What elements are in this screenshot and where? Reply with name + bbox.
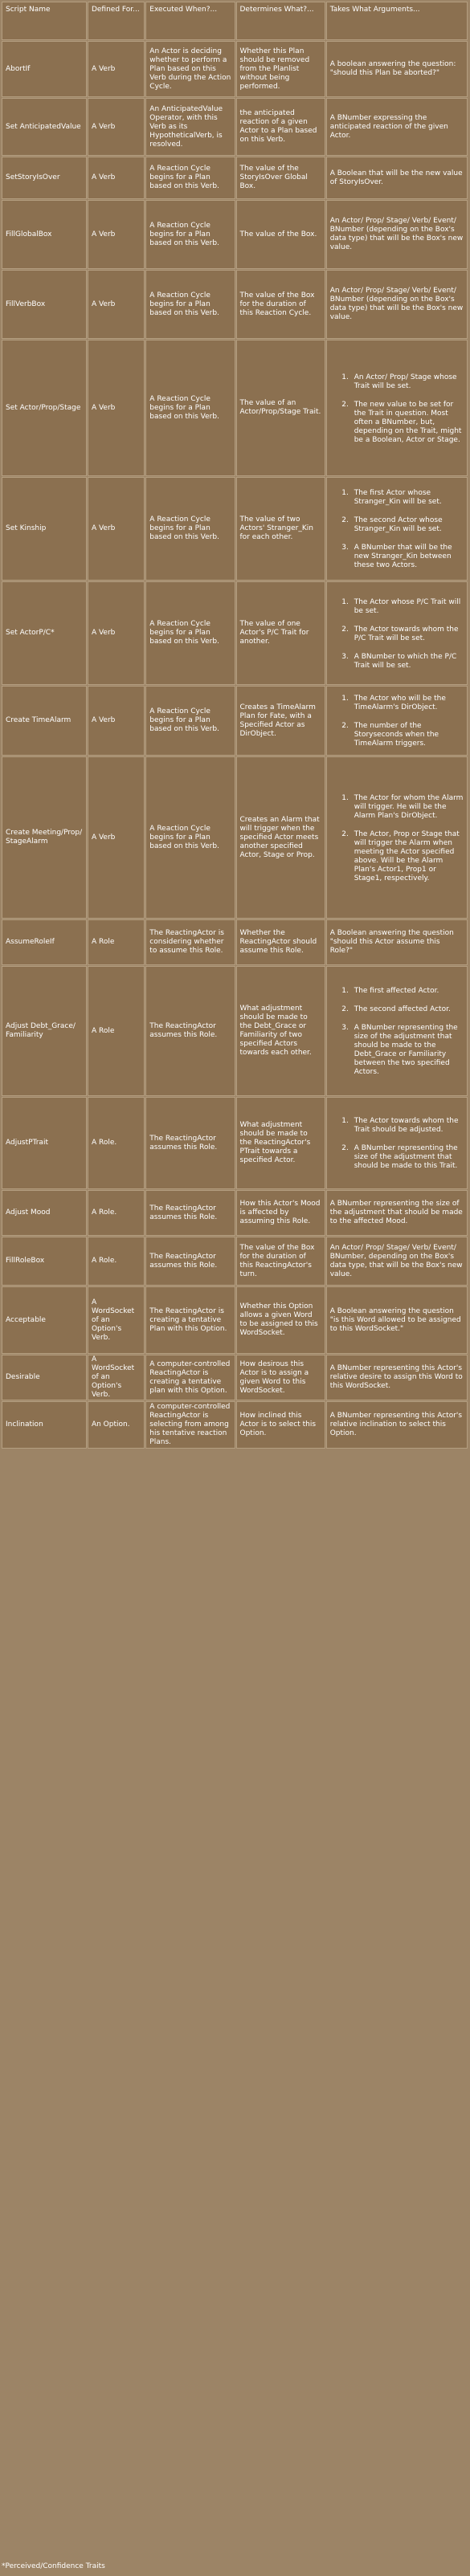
table-row (2, 157, 468, 199)
argument-item: 2. The Actor towards whom the P/C Trait will be set. (351, 626, 464, 643)
arguments-cell: A Boolean answering the question "should this Actor assume this Role?" (326, 919, 468, 965)
determines-cell: Creates a TimeAlarm Plan for Fate, with a Specified Actor as DirObject. (236, 686, 325, 756)
script-name-cell: FillRoleBox (2, 1237, 87, 1286)
determines-cell: How this Actor's Mood is affected by assuming this Role. (236, 1190, 325, 1236)
determines-cell: Creates an Alarm that will trigger when the specified Actor meets another specified Actor, Stage or Prop. (236, 756, 325, 919)
executed-when-cell: A Reaction Cycle begins for a Plan based on this Verb. (145, 686, 235, 756)
arguments-list (330, 489, 464, 570)
executed-when-cell: The ReactingActor is considering whether to assume this Role. (145, 919, 235, 965)
determines-cell: The value of the StoryIsOver Global Box. (236, 157, 325, 199)
arguments-cell: An Actor/ Prop/ Stage/ Verb/ Event/ BNumber (depending on the Box's data type) that will be the Box's new value. (326, 270, 468, 339)
argument-item: 1. The first Actor whose Stranger_Kin will be set. (351, 489, 464, 507)
arguments-cell (326, 477, 468, 581)
determines-cell: What adjustment should be made to the ReactingActor's PTrait towards a specified Actor. (236, 1097, 325, 1189)
defined-for-cell: A WordSocket of an Option's Verb. (88, 1355, 145, 1400)
argument-item: 2. The Actor, Prop or Stage that will trigger the Alarm when meeting the Actor specified above. Will be the Alarm Plan's Actor1, Prop1 or Stage1, respectively. (351, 830, 464, 883)
argument-item: 1. The Actor who will be the TimeAlarm's DirObject. (351, 695, 464, 712)
arguments-cell: A BNumber representing this Actor's relative inclination to select this Option. (326, 1401, 468, 1449)
script-name-cell: SetStoryIsOver (2, 157, 87, 199)
determines-cell: The value of the Box for the duration of this Reaction Cycle. (236, 270, 325, 339)
arguments-cell (326, 1097, 468, 1189)
argument-item: 3. A BNumber to which the P/C Trait will be set. (351, 653, 464, 670)
defined-for-cell: A Role. (88, 1190, 145, 1236)
script-name-cell: Inclination (2, 1401, 87, 1449)
table-row (2, 1286, 468, 1354)
executed-when-cell: A Reaction Cycle begins for a Plan based on this Verb. (145, 157, 235, 199)
table-row (2, 200, 468, 269)
table-row (2, 270, 468, 339)
arguments-cell (326, 581, 468, 685)
table-row (2, 477, 468, 581)
arguments-cell (326, 756, 468, 919)
arguments-list (330, 598, 464, 670)
determines-cell: How inclined this Actor is to select this Option. (236, 1401, 325, 1449)
executed-when-cell: A Reaction Cycle begins for a Plan based on this Verb. (145, 581, 235, 685)
argument-item: 1. The Actor for whom the Alarm will trigger. He will be the Alarm Plan's DirObject. (351, 794, 464, 821)
determines-cell: Whether this Plan should be removed from the Planlist without being performed. (236, 41, 325, 97)
script-name-cell: Set AnticipatedValue (2, 98, 87, 156)
defined-for-cell: A Verb (88, 340, 145, 476)
executed-when-cell: The ReactingActor assumes this Role. (145, 1237, 235, 1286)
argument-item: 1. An Actor/ Prop/ Stage whose Trait will be set. (351, 373, 464, 391)
executed-when-cell: A Reaction Cycle begins for a Plan based on this Verb. (145, 270, 235, 339)
executed-when-cell: The ReactingActor assumes this Role. (145, 1097, 235, 1189)
script-name-cell: FillGlobalBox (2, 200, 87, 269)
arguments-list (330, 695, 464, 748)
script-name-cell: Desirable (2, 1355, 87, 1400)
defined-for-cell: A Role. (88, 1097, 145, 1189)
script-name-cell: Create TimeAlarm (2, 686, 87, 756)
script-name-cell: AdjustPTrait (2, 1097, 87, 1189)
arguments-cell: A Boolean answering the question "is this Word allowed to be assigned to this WordSocket." (326, 1286, 468, 1354)
argument-item: 2. The second affected Actor. (351, 1005, 464, 1014)
defined-for-cell: A Verb (88, 157, 145, 199)
defined-for-cell: A Verb (88, 477, 145, 581)
script-name-cell: FillVerbBox (2, 270, 87, 339)
argument-item: 3. A BNumber that will be the new Stranger_Kin between these two Actors. (351, 544, 464, 570)
argument-item: 2. The second Actor whose Stranger_Kin will be set. (351, 516, 464, 534)
defined-for-cell: A Role (88, 966, 145, 1096)
arguments-cell (326, 340, 468, 476)
determines-cell: What adjustment should be made to the Debt_Grace or Familiarity of two specified Actors towards each other. (236, 966, 325, 1096)
table-row (2, 1355, 468, 1400)
determines-cell: The value of one Actor's P/C Trait for another. (236, 581, 325, 685)
arguments-cell: A BNumber representing this Actor's relative desire to assign this Word to this WordSocket. (326, 1355, 468, 1400)
header-row (2, 2, 468, 40)
arguments-cell: A BNumber expressing the anticipated reaction of the given Actor. (326, 98, 468, 156)
defined-for-cell: A Verb (88, 756, 145, 919)
executed-when-cell: An AnticipatedValue Operator, with this Verb as its HypotheticalVerb, is resolved. (145, 98, 235, 156)
script-name-cell: Set Actor/Prop/Stage (2, 340, 87, 476)
header-executed-when: Executed When?... (145, 2, 235, 40)
table-row (2, 98, 468, 156)
script-name-cell: Adjust Mood (2, 1190, 87, 1236)
arguments-list (330, 794, 464, 883)
arguments-cell: An Actor/ Prop/ Stage/ Verb/ Event/ BNumber, depending on the Box's data type, that will be the Box's new value. (326, 1237, 468, 1286)
defined-for-cell: A Verb (88, 98, 145, 156)
defined-for-cell: An Option. (88, 1401, 145, 1449)
determines-cell: the anticipated reaction of a given Actor to a Plan based on this Verb. (236, 98, 325, 156)
arguments-list (330, 1117, 464, 1171)
executed-when-cell: A computer-controlled ReactingActor is creating a tentative plan with this Option. (145, 1355, 235, 1400)
table-row (2, 340, 468, 476)
executed-when-cell: A Reaction Cycle begins for a Plan based on this Verb. (145, 340, 235, 476)
header-script-name: Script Name (2, 2, 87, 40)
argument-item: 2. The new value to be set for the Trait in question. Most often a BNumber, but, depending on the Trait, might be a Boolean, Actor or Stage. (351, 401, 464, 445)
executed-when-cell: A Reaction Cycle begins for a Plan based on this Verb. (145, 756, 235, 919)
executed-when-cell: A computer-controlled ReactingActor is selecting from among his tentative reaction Plans. (145, 1401, 235, 1449)
determines-cell: How desirous this Actor is to assign a given Word to this WordSocket. (236, 1355, 325, 1400)
determines-cell: Whether this Option allows a given Word to be assigned to this WordSocket. (236, 1286, 325, 1354)
defined-for-cell: A Verb (88, 686, 145, 756)
arguments-list (330, 987, 464, 1077)
determines-cell: The value of the Box for the duration of this ReactingActor's turn. (236, 1237, 325, 1286)
scripts-table (1, 1, 468, 1449)
arguments-cell (326, 966, 468, 1096)
arguments-cell: A Boolean that will be the new value of StoryIsOver. (326, 157, 468, 199)
determines-cell: The value of an Actor/Prop/Stage Trait. (236, 340, 325, 476)
script-name-cell: Set Kinship (2, 477, 87, 581)
table-body (2, 41, 468, 1449)
executed-when-cell: The ReactingActor is creating a tentative Plan with this Option. (145, 1286, 235, 1354)
executed-when-cell: An Actor is deciding whether to perform a Plan based on this Verb during the Action Cycle. (145, 41, 235, 97)
script-name-cell: AbortIf (2, 41, 87, 97)
script-name-cell: Create Meeting/Prop/ StageAlarm (2, 756, 87, 919)
script-name-cell: Adjust Debt_Grace/ Familiarity (2, 966, 87, 1096)
defined-for-cell: A WordSocket of an Option's Verb. (88, 1286, 145, 1354)
arguments-list (330, 373, 464, 445)
defined-for-cell: A Role. (88, 1237, 145, 1286)
executed-when-cell: The ReactingActor assumes this Role. (145, 966, 235, 1096)
script-name-cell: AssumeRoleIf (2, 919, 87, 965)
table-row (2, 581, 468, 685)
determines-cell: The value of two Actors' Stranger_Kin for each other. (236, 477, 325, 581)
script-name-cell: Set ActorP/C* (2, 581, 87, 685)
argument-item: 1. The Actor whose P/C Trait will be set. (351, 598, 464, 616)
header-takes-arguments: Takes What Arguments... (326, 2, 468, 40)
script-name-cell: Acceptable (2, 1286, 87, 1354)
table-row (2, 1237, 468, 1286)
header-determines-what: Determines What?... (236, 2, 325, 40)
executed-when-cell: The ReactingActor assumes this Role. (145, 1190, 235, 1236)
arguments-cell: A boolean answering the question: "should this Plan be aborted?" (326, 41, 468, 97)
table-row (2, 1401, 468, 1449)
defined-for-cell: A Role (88, 919, 145, 965)
table-row (2, 41, 468, 97)
defined-for-cell: A Verb (88, 581, 145, 685)
executed-when-cell: A Reaction Cycle begins for a Plan based on this Verb. (145, 477, 235, 581)
argument-item: 3. A BNumber representing the size of the adjustment that should be made to the Debt_Grace or Familiarity between the two specified Actors. (351, 1024, 464, 1077)
argument-item: 2. A BNumber representing the size of the adjustment that should be made to this Trait. (351, 1144, 464, 1171)
defined-for-cell: A Verb (88, 270, 145, 339)
arguments-cell: An Actor/ Prop/ Stage/ Verb/ Event/ BNumber (depending on the Box's data type) that will be the Box's new value. (326, 200, 468, 269)
table-row (2, 1097, 468, 1189)
table-row (2, 756, 468, 919)
argument-item: 2. The number of the Storyseconds when the TimeAlarm triggers. (351, 722, 464, 748)
executed-when-cell: A Reaction Cycle begins for a Plan based on this Verb. (145, 200, 235, 269)
table-row (2, 919, 468, 965)
header-defined-for: Defined For... (88, 2, 145, 40)
argument-item: 1. The Actor towards whom the Trait should be adjusted. (351, 1117, 464, 1135)
argument-item: 1. The first affected Actor. (351, 987, 464, 996)
determines-cell: The value of the Box. (236, 200, 325, 269)
table-row (2, 966, 468, 1096)
arguments-cell: A BNumber representing the size of the adjustment that should be made to the affected Mood. (326, 1190, 468, 1236)
determines-cell: Whether the ReactingActor should assume this Role. (236, 919, 325, 965)
arguments-cell (326, 686, 468, 756)
defined-for-cell: A Verb (88, 200, 145, 269)
table-row (2, 686, 468, 756)
table-row (2, 1190, 468, 1236)
footnote: *Perceived/Confidence Traits (2, 2562, 105, 2570)
defined-for-cell: A Verb (88, 41, 145, 97)
